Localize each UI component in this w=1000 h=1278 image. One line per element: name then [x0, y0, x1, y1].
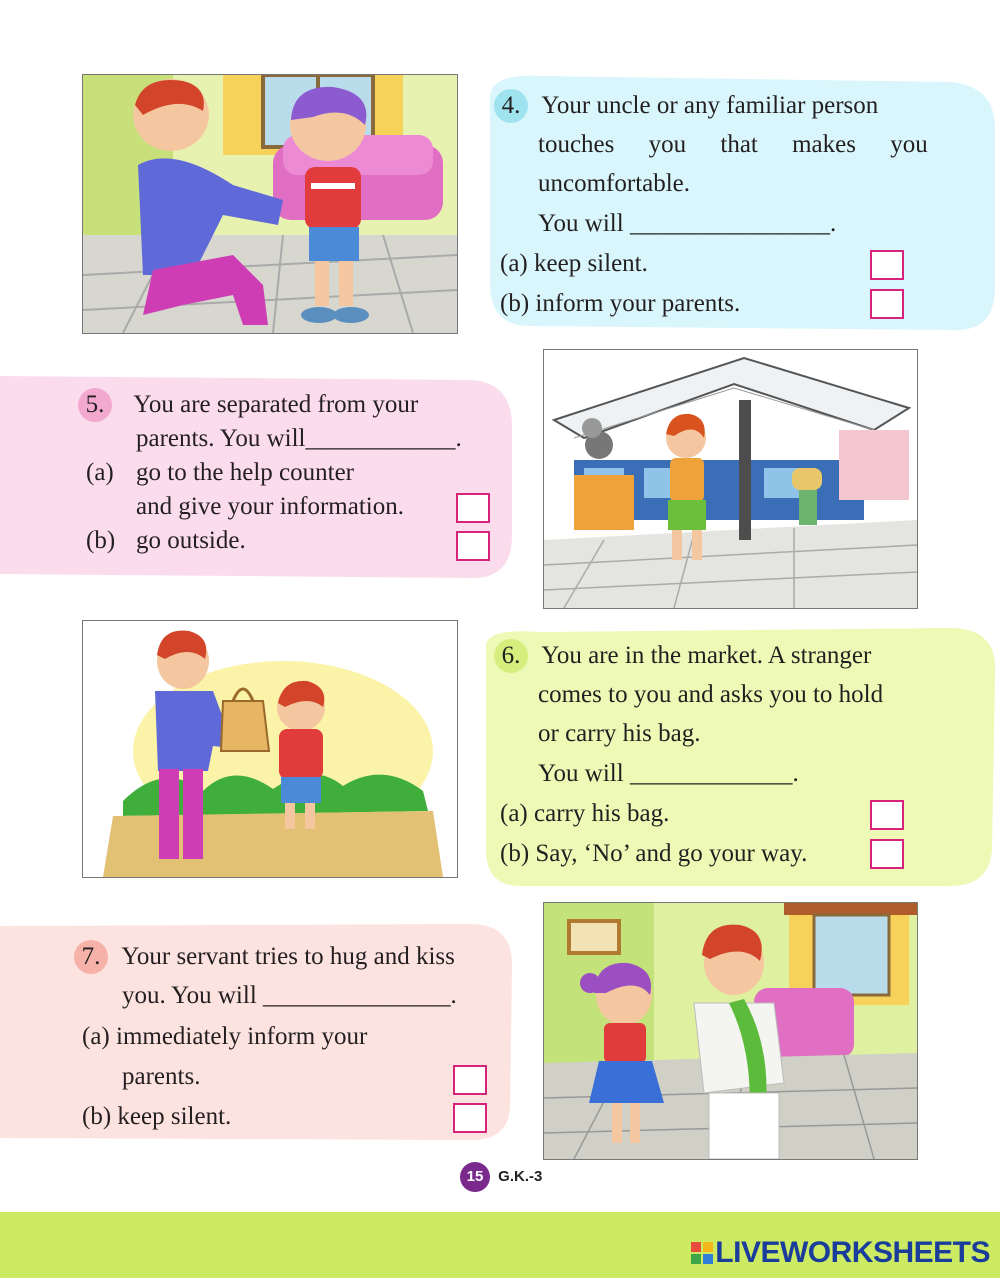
question-text: You are separated from your: [133, 391, 419, 418]
option-label: (b): [82, 1103, 112, 1130]
question-number: 7.: [74, 940, 108, 974]
option-label: (a): [500, 250, 528, 277]
question-text: uncomfortable.: [538, 170, 691, 197]
option-text: carry his bag.: [534, 800, 670, 827]
brand-logo[interactable]: [691, 1236, 990, 1270]
girl-crying-at-railway-station-illustration: [543, 349, 918, 609]
question-text: comes to you and asks you to hold: [538, 681, 884, 708]
option-text: keep silent.: [117, 1103, 232, 1130]
q5-option-b-checkbox[interactable]: [456, 531, 490, 561]
stranger-giving-bag-illustration: [82, 620, 458, 878]
question-prompt: You will ________________.: [538, 210, 837, 237]
q6-option-b-checkbox[interactable]: [870, 839, 904, 869]
question-number: 6.: [494, 639, 528, 673]
option-text: Say, ‘No’ and go your way.: [535, 840, 808, 867]
option-text: and give your information.: [136, 493, 404, 520]
question-text: Your servant tries to hug and kiss: [121, 943, 455, 970]
option-text: go to the help counter: [136, 459, 354, 486]
option-label: (a): [500, 800, 528, 827]
option-text: immediately inform your: [116, 1023, 368, 1050]
option-text: keep silent.: [534, 250, 648, 277]
question-number: 5.: [78, 388, 112, 422]
q5-option-a-checkbox[interactable]: [456, 493, 490, 523]
question-prompt: You will _____________.: [538, 760, 799, 787]
question-text: touches you that makes you: [538, 131, 928, 158]
option-label: (b): [500, 840, 530, 867]
page-number-label: [460, 1162, 542, 1192]
man-touching-boy-illustration: [82, 74, 458, 334]
liveworksheets-icon: [691, 1238, 713, 1260]
question-text: Your uncle or any familiar person: [541, 92, 879, 119]
q4-option-b-checkbox[interactable]: [870, 289, 904, 319]
question-text: You are in the market. A stranger: [541, 642, 872, 669]
q7-option-a-checkbox[interactable]: [453, 1065, 487, 1095]
option-label: (a): [86, 459, 114, 486]
brand-text: LIVEWORKSHEETS: [715, 1236, 990, 1269]
option-label: (b): [86, 527, 116, 554]
option-label: (a): [82, 1023, 110, 1050]
servant-approaching-girl-illustration: [543, 902, 918, 1160]
q6-option-a-checkbox[interactable]: [870, 800, 904, 830]
question-text: parents. You will____________.: [136, 425, 462, 452]
option-label: (b): [500, 290, 530, 317]
option-text: go outside.: [136, 527, 246, 554]
q7-option-b-checkbox[interactable]: [453, 1103, 487, 1133]
page-number: 15: [460, 1162, 490, 1192]
question-text: you. You will _______________.: [122, 982, 457, 1009]
question-number: 4.: [494, 89, 528, 123]
book-code: G.K.-3: [498, 1168, 543, 1185]
question-text: or carry his bag.: [538, 720, 701, 747]
q4-option-a-checkbox[interactable]: [870, 250, 904, 280]
option-text: inform your parents.: [535, 290, 741, 317]
option-text: parents.: [122, 1063, 201, 1090]
